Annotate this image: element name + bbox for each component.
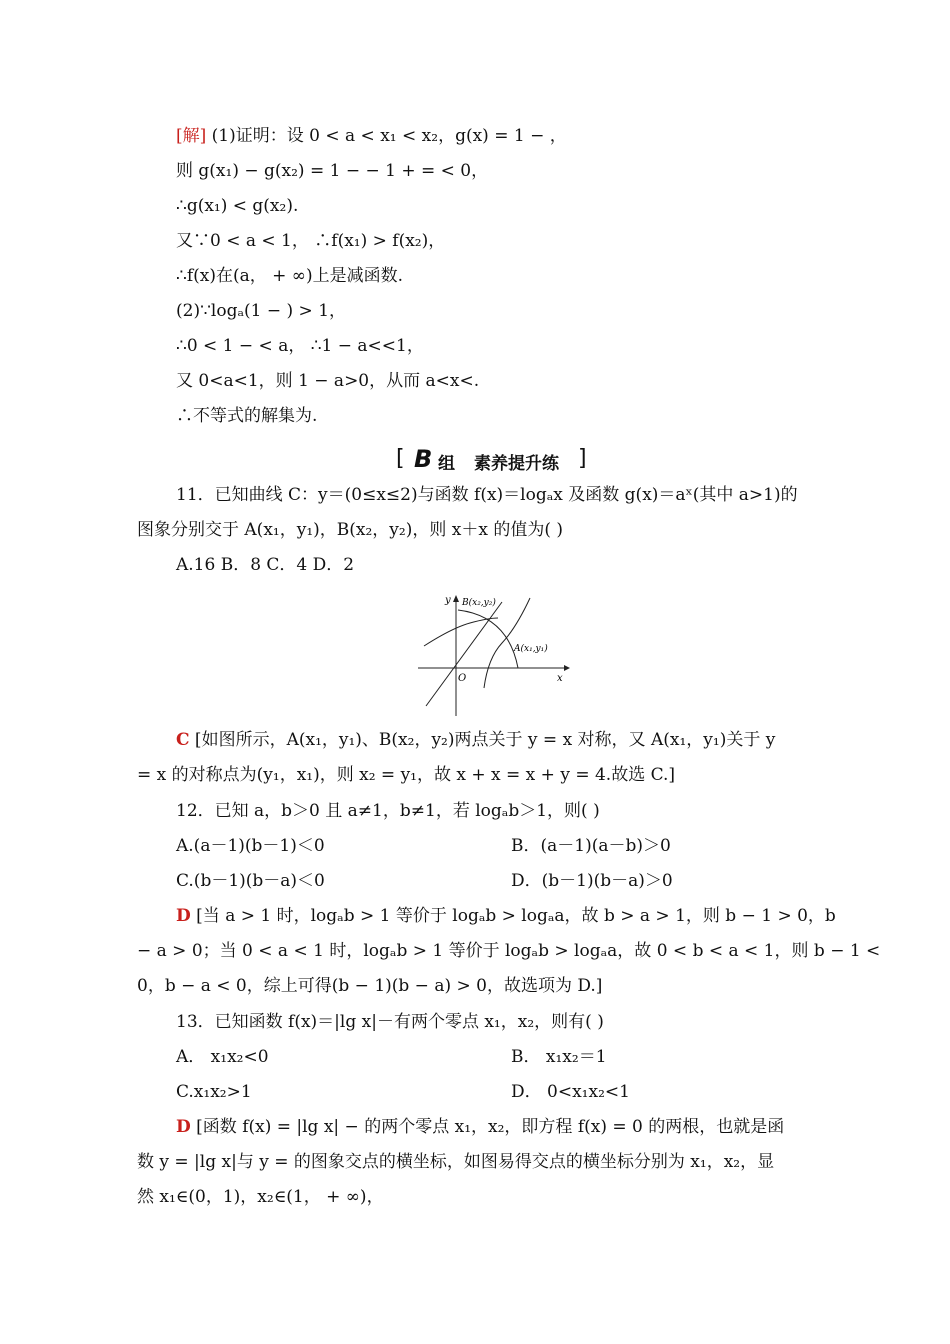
question-12-option-b: B．(a－1)(a－b)＞0 — [511, 836, 671, 856]
answer-13-text: [函数 f(x) = |lg x| − 的两个零点 x₁，x₂，即方程 f(x) = 0 的两根，也就是函 — [190, 1117, 785, 1137]
answer-11-line-2: = x 的对称点为(y₁，x₁)，则 x₂ = y₁，故 x + x = x + y = 4.故选 C.] — [137, 765, 676, 785]
answer-11-text: [如图所示，A(x₁，y₁)、B(x₂，y₂)两点关于 y = x 对称，又 A(x₁，y₁)关于 y — [189, 730, 776, 750]
y-axis-label: y — [445, 595, 451, 606]
question-13-stem: 13．已知函数 f(x)＝|lg x|－有两个零点 x₁，x₂，则有( ) — [176, 1012, 604, 1032]
x-axis-arrow — [564, 665, 570, 671]
question-13-option-c: C.x₁x₂>1 — [176, 1082, 252, 1102]
question-12-option-c: C.(b－1)(b－a)＜0 — [176, 871, 325, 891]
answer-12-line-1 — [176, 905, 836, 927]
line-8: 又 0<a<1，则 1 − a>0，从而 a<x<. — [176, 371, 480, 391]
line-1 — [176, 125, 567, 147]
line-7: ∴0 < 1 − < a， ∴1 − a<<1， — [176, 336, 424, 356]
line-6: (2)∵logₐ(1 − ) > 1， — [176, 301, 347, 321]
section-group-word: 组 — [438, 454, 455, 474]
question-12-stem: 12．已知 a，b＞0 且 a≠1，b≠1，若 logₐb＞1，则( ) — [176, 801, 600, 821]
origin-label: O — [458, 673, 467, 684]
answer-13-line-1 — [176, 1116, 784, 1138]
point-a-label: A(x₁,y₁) — [514, 644, 548, 654]
line-5: ∴f(x)在(a， + ∞)上是减函数. — [176, 266, 403, 286]
line-2: 则 g(x₁) − g(x₂) = 1 − − 1 + = < 0， — [176, 161, 489, 181]
question-13-option-d: D． 0<x₁x₂<1 — [511, 1082, 630, 1102]
answer-12-text: [当 a > 1 时，logₐb > 1 等价于 logₐb > logₐa，故 b > a > 1，则 b − 1 > 0，b — [190, 906, 836, 926]
x-axis-label: x — [557, 673, 563, 684]
answer-13-line-3: 然 x₁∈(0，1)，x₂∈(1， + ∞)， — [137, 1187, 384, 1207]
point-b-label: B(x₂,y₂) — [462, 598, 496, 608]
question-12-option-a: A.(a－1)(b－1)＜0 — [176, 836, 325, 856]
line-9: ∴不等式的解集为. — [176, 406, 318, 426]
section-header-group-b — [396, 444, 591, 474]
section-group-letter: B — [414, 445, 433, 473]
answer-12-line-3: 0，b − a < 0，综上可得(b − 1)(b − a) > 0，故选项为 D.] — [137, 976, 603, 996]
question-11-line-1: 11．已知曲线 C：y＝(0≤x≤2)与函数 f(x)＝logₐx 及函数 g(x)＝aˣ(其中 a>1)的 — [176, 485, 798, 505]
line-y-equals-x — [426, 602, 502, 706]
solution-tag: [解] — [176, 126, 207, 146]
line-3: ∴g(x₁) < g(x₂). — [176, 196, 299, 216]
answer-13-line-2: 数 y = |lg x|与 y = 的图象交点的横坐标，如图易得交点的横坐标分别为 x₁，x₂，显 — [137, 1152, 775, 1172]
answer-12-letter: D — [176, 906, 191, 926]
section-bracket-open: [ — [396, 446, 405, 471]
question-12-option-d: D．(b－1)(b－a)＞0 — [511, 871, 673, 891]
question-11-options: A.16 B．8 C．4 D．2 — [176, 555, 355, 575]
line-1-text: (1)证明：设 0 < a < x₁ < x₂，g(x) = 1 − ， — [206, 126, 567, 146]
answer-11-line-1 — [176, 729, 775, 751]
y-axis-arrow — [453, 595, 459, 602]
question-13-option-a: A． x₁x₂<0 — [176, 1047, 269, 1067]
answer-12-line-2: − a > 0；当 0 < a < 1 时，logₐb > 1 等价于 logₐb > logₐa，故 0 < b < a < 1，则 b − 1 < — [137, 941, 881, 961]
section-bracket-close: ] — [578, 446, 587, 471]
question-13-option-b: B． x₁x₂＝1 — [511, 1047, 607, 1067]
answer-13-letter: D — [176, 1117, 191, 1137]
section-title: 素养提升练 — [474, 454, 559, 474]
graph-figure — [412, 588, 572, 718]
question-11-line-2: 图象分别交于 A(x₁，y₁)，B(x₂，y₂)，则 x＋x 的值为( ) — [137, 520, 563, 540]
answer-11-letter: C — [176, 730, 190, 750]
line-4: 又∵0 < a < 1， ∴f(x₁) > f(x₂)， — [176, 231, 446, 251]
logarithmic-curve — [484, 598, 530, 688]
